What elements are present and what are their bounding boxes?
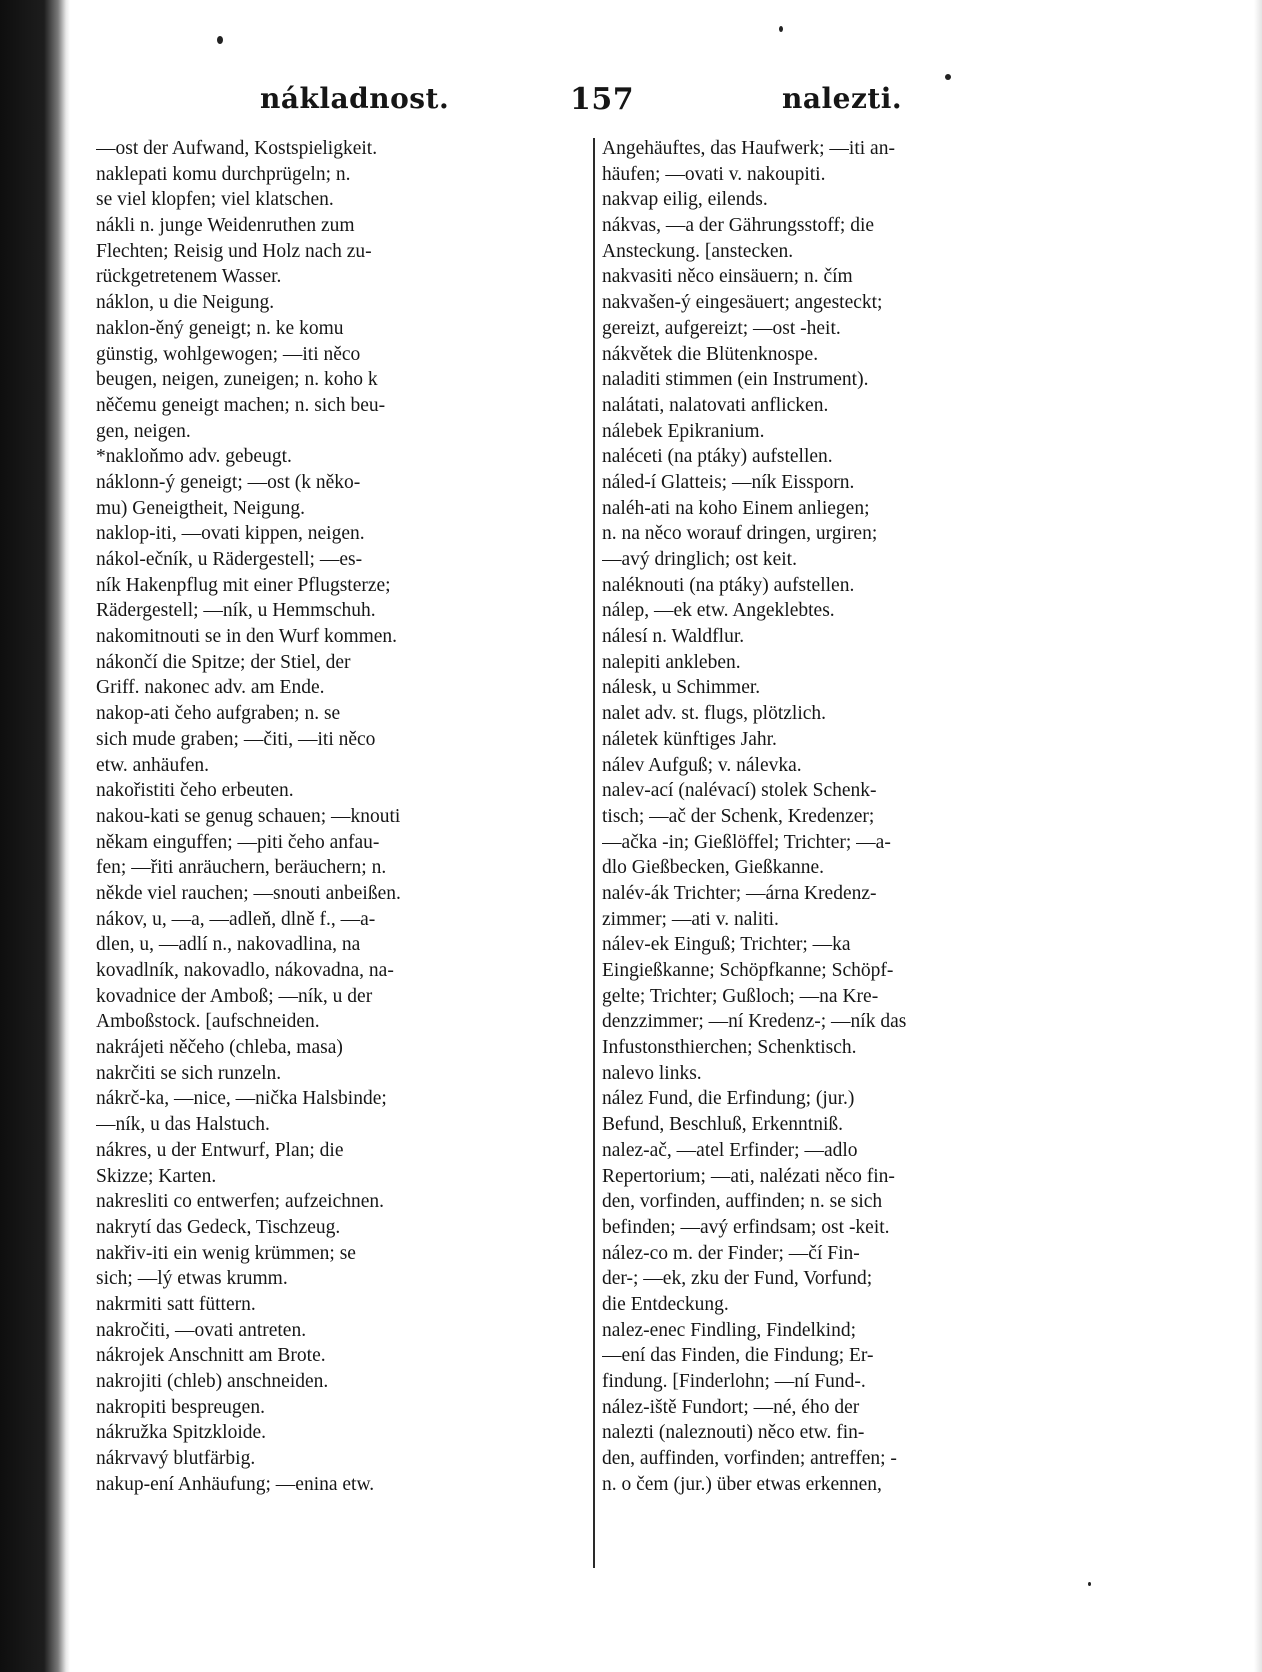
dictionary-line: nalevo links. [602, 1062, 702, 1084]
dictionary-line: nakop-ati čeho aufgraben; n. se [96, 703, 341, 725]
dictionary-line: Griff. nakonec adv. am Ende. [96, 677, 325, 699]
dictionary-line: nálesí n. Waldflur. [602, 626, 745, 648]
dictionary-line: nákol-ečník, u Rädergestell; —es- [96, 549, 363, 570]
dictionary-line: náklonn-ý geneigt; —ost (k něko- [96, 471, 361, 493]
dictionary-line: náletek künftiges Jahr. [602, 728, 777, 750]
dictionary-line: gelte; Trichter; Gußloch; —na Kre- [602, 985, 879, 1007]
dictionary-line: findung. [Finderlohn; —ní Fund-. [602, 1371, 866, 1392]
dictionary-line: nákrojek Anschnitt am Brote. [96, 1345, 326, 1367]
dictionary-line: nalátati, nalatovati anflicken. [602, 394, 829, 416]
dictionary-line: mu) Geneigtheit, Neigung. [96, 497, 306, 519]
dictionary-line: nalet adv. st. flugs, plötzlich. [602, 703, 827, 725]
dictionary-line: nákružka Spitzkloide. [96, 1422, 267, 1444]
dictionary-line: nakvap eilig, eilends. [602, 189, 768, 211]
dictionary-line: Rädergestell; —ník, u Hemmschuh. [96, 600, 376, 622]
dictionary-line: nakrojiti (chleb) anschneiden. [96, 1371, 329, 1392]
dictionary-line: beugen, neigen, zuneigen; n. koho k [96, 369, 378, 391]
dictionary-line: naléknouti (na ptáky) aufstellen. [602, 574, 855, 596]
dictionary-line: Flechten; Reisig und Holz nach zu- [96, 240, 372, 262]
page-right-edge [1254, 0, 1262, 1672]
dictionary-line: nakrájeti něčeho (chleba, masa) [96, 1037, 343, 1059]
dictionary-line: nález-iště Fundort; —né, ého der [602, 1396, 860, 1418]
dictionary-line: —ení das Finden, die Findung; Er- [602, 1345, 874, 1367]
dictionary-line: náled-í Glatteis; —ník Eissporn. [602, 471, 855, 493]
dictionary-line: nakropiti bespreugen. [96, 1396, 265, 1418]
dictionary-line: naléh-ati na koho Einem anliegen; [602, 497, 870, 519]
page-header [180, 82, 1120, 132]
dictionary-line: nakvasiti něco einsäuern; n. čím [602, 266, 853, 288]
dictionary-columns [96, 136, 1096, 1606]
header-first-word: nákladnost. [260, 82, 450, 115]
dictionary-line: něčemu geneigt machen; n. sich beu- [96, 394, 386, 416]
dictionary-line: nálev-ek Einguß; Trichter; —ka [602, 934, 851, 956]
dictionary-line: nakup-ení Anhäufung; —enina etw. [96, 1473, 375, 1495]
dictionary-line: der-; —ek, zku der Fund, Vorfund; [602, 1268, 873, 1290]
dictionary-line: nález Fund, die Erfindung; (jur.) [602, 1088, 855, 1110]
dictionary-line: nalezti (naleznouti) něco etw. fin- [602, 1422, 865, 1444]
dictionary-line: někam einguffen; —piti čeho anfau- [96, 831, 380, 853]
dictionary-line: Repertorium; —ati, nalézati něco fin- [602, 1165, 895, 1187]
dictionary-line: nakvašen-ý eingesäuert; angesteckt; [602, 292, 883, 314]
dictionary-line: häufen; —ovati v. nakoupiti. [602, 163, 826, 185]
print-speck [779, 26, 783, 32]
dictionary-line: gen, neigen. [96, 420, 191, 442]
dictionary-line: *nakloňmo adv. gebeugt. [96, 446, 292, 468]
dictionary-line: Skizze; Karten. [96, 1165, 217, 1187]
page-number: 157 [570, 82, 635, 117]
dictionary-line: dlo Gießbecken, Gießkanne. [602, 857, 825, 879]
dictionary-line: nakou-kati se genug schauen; —knouti [96, 805, 401, 827]
dictionary-line: nakresliti co entwerfen; aufzeichnen. [96, 1191, 385, 1213]
dictionary-line: nákov, u, —a, —adleň, dlně f., —a- [96, 908, 376, 930]
print-speck [217, 36, 223, 44]
dictionary-line: nalev-ací (nalévací) stolek Schenk- [602, 780, 877, 802]
dictionary-line: sich mude graben; —čiti, —iti něco [96, 728, 376, 750]
dictionary-line: nalév-ák Trichter; —árna Kredenz- [602, 882, 877, 904]
dictionary-line: —ačka -in; Gießlöffel; Trichter; —a- [602, 831, 891, 853]
dictionary-line: nákvětek die Blütenknospe. [602, 343, 819, 365]
dictionary-line: nakořistiti čeho erbeuten. [96, 780, 294, 802]
dictionary-line: naklon-ěný geneigt; n. ke komu [96, 317, 344, 339]
book-spine-shadow [0, 0, 70, 1672]
dictionary-line: nákončí die Spitze; der Stiel, der [96, 651, 351, 673]
dictionary-line: naklepati komu durchprügeln; n. [96, 163, 351, 185]
dictionary-line: befinden; —avý erfindsam; ost -keit. [602, 1216, 890, 1238]
dictionary-line: n. na něco worauf dringen, urgiren; [602, 523, 878, 545]
dictionary-line: —ník, u das Halstuch. [96, 1114, 270, 1136]
dictionary-line: Ansteckung. [anstecken. [602, 240, 794, 262]
dictionary-line: nákres, u der Entwurf, Plan; die [96, 1139, 344, 1161]
dictionary-line: nálebek Epikranium. [602, 420, 765, 442]
dictionary-line: Amboßstock. [aufschneiden. [96, 1011, 320, 1033]
dictionary-line: nález-co m. der Finder; —čí Fin- [602, 1242, 860, 1264]
dictionary-line: dlen, u, —adlí n., nakovadlina, na [96, 934, 361, 956]
dictionary-line: naklop-iti, —ovati kippen, neigen. [96, 523, 365, 545]
dictionary-line: nalez-enec Findling, Findelkind; [602, 1319, 856, 1341]
dictionary-line: náklon, u die Neigung. [96, 292, 275, 314]
dictionary-line: nálev Aufguß; v. nálevka. [602, 754, 802, 776]
dictionary-line: nákrč-ka, —nice, —nička Halsbinde; [96, 1088, 387, 1110]
dictionary-line: günstig, wohlgewogen; —iti něco [96, 343, 361, 365]
dictionary-line: nálep, —ek etw. Angeklebtes. [602, 600, 835, 622]
right-column [602, 136, 1096, 1497]
dictionary-line: denzzimmer; —ní Kredenz-; —ník das [602, 1011, 907, 1033]
dictionary-line: etw. anhäufen. [96, 754, 209, 776]
dictionary-line: nákrvavý blutfärbig. [96, 1448, 256, 1470]
dictionary-line: někde viel rauchen; —snouti anbeißen. [96, 882, 401, 904]
dictionary-line: fen; —řiti anräuchern, beräuchern; n. [96, 857, 387, 879]
dictionary-line: den, auffinden, vorfinden; antreffen; - [602, 1448, 897, 1470]
column-divider [593, 138, 595, 1568]
dictionary-line: gereizt, aufgereizt; —ost -heit. [602, 317, 841, 339]
left-column [96, 136, 586, 1497]
dictionary-line: nakrytí das Gedeck, Tischzeug. [96, 1216, 341, 1238]
dictionary-line: se viel klopfen; viel klatschen. [96, 189, 334, 211]
header-last-word: nalezti. [782, 82, 903, 115]
dictionary-line: sich; —lý etwas krumm. [96, 1268, 288, 1290]
dictionary-line: nalepiti ankleben. [602, 651, 741, 673]
dictionary-line: nalez-ač, —atel Erfinder; —adlo [602, 1139, 858, 1161]
dictionary-line: nakrmiti satt füttern. [96, 1293, 256, 1315]
dictionary-line: zimmer; —ati v. naliti. [602, 908, 779, 930]
dictionary-line: kovadnice der Amboß; —ník, u der [96, 985, 373, 1007]
dictionary-line: nákli n. junge Weidenruthen zum [96, 215, 355, 237]
dictionary-line: tisch; —ač der Schenk, Kredenzer; [602, 805, 875, 827]
dictionary-line: rückgetretenem Wasser. [96, 266, 282, 288]
dictionary-line: Eingießkanne; Schöpfkanne; Schöpf- [602, 960, 894, 981]
dictionary-line: naladiti stimmen (ein Instrument). [602, 369, 869, 391]
dictionary-line: den, vorfinden, auffinden; n. se sich [602, 1191, 883, 1213]
dictionary-line: n. o čem (jur.) über etwas erkennen, [602, 1473, 882, 1495]
dictionary-line: nakomitnouti se in den Wurf kommen. [96, 626, 398, 648]
dictionary-line: nakřiv-iti ein wenig krümmen; se [96, 1242, 356, 1264]
dictionary-line: nálesk, u Schimmer. [602, 677, 761, 699]
dictionary-line: —ost der Aufwand, Kostspieligkeit. [96, 138, 378, 159]
dictionary-line: nakrčiti se sich runzeln. [96, 1062, 282, 1084]
dictionary-line: Befund, Beschluß, Erkenntniß. [602, 1114, 843, 1136]
dictionary-line: kovadlník, nakovadlo, nákovadna, na- [96, 960, 394, 981]
dictionary-line: naléceti (na ptáky) aufstellen. [602, 446, 833, 468]
print-speck [945, 74, 951, 80]
dictionary-line: Angehäuftes, das Haufwerk; —iti an- [602, 138, 895, 159]
dictionary-line: die Entdeckung. [602, 1293, 729, 1315]
dictionary-line: Infustonsthierchen; Schenktisch. [602, 1037, 857, 1059]
dictionary-line: nákvas, —a der Gährungsstoff; die [602, 215, 875, 237]
dictionary-line: ník Hakenpflug mit einer Pflugsterze; [96, 574, 391, 596]
dictionary-line: nakročiti, —ovati antreten. [96, 1319, 307, 1341]
dictionary-line: —avý dringlich; ost keit. [602, 549, 797, 570]
